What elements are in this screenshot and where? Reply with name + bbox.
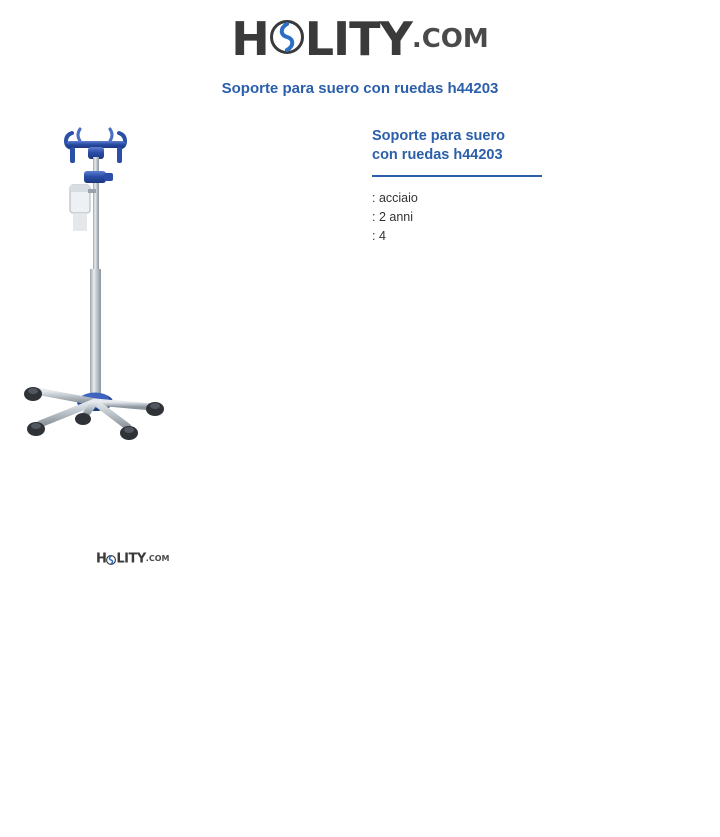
logo-text-lity: LITY	[304, 12, 412, 66]
watermark-text-com: .COM	[145, 553, 170, 563]
image-watermark	[96, 551, 169, 567]
spec-row: : 2 anni	[372, 210, 414, 224]
product-image	[0, 119, 340, 567]
site-logo[interactable]	[231, 12, 489, 66]
logo-text-h: H	[231, 12, 269, 66]
site-header	[0, 0, 720, 66]
product-name-line1: Soporte para suero	[372, 128, 505, 144]
product-specs	[372, 189, 672, 246]
product-info	[372, 127, 672, 246]
spec-row: : acciaio	[372, 191, 418, 205]
product-name-line2: con ruedas h44203	[372, 147, 503, 163]
logo-text-com: .COM	[411, 24, 489, 54]
product-content	[0, 119, 720, 567]
spec-row: : 4	[372, 229, 386, 243]
watermark-swirl-icon	[106, 553, 116, 563]
product-name	[372, 127, 542, 165]
watermark-text-h: H	[96, 551, 107, 567]
page-title: Soporte para suero con ruedas h44203	[221, 80, 499, 97]
title-divider	[372, 175, 542, 177]
logo-swirl-icon	[270, 20, 304, 54]
watermark-text-lity: LITY	[116, 551, 146, 567]
